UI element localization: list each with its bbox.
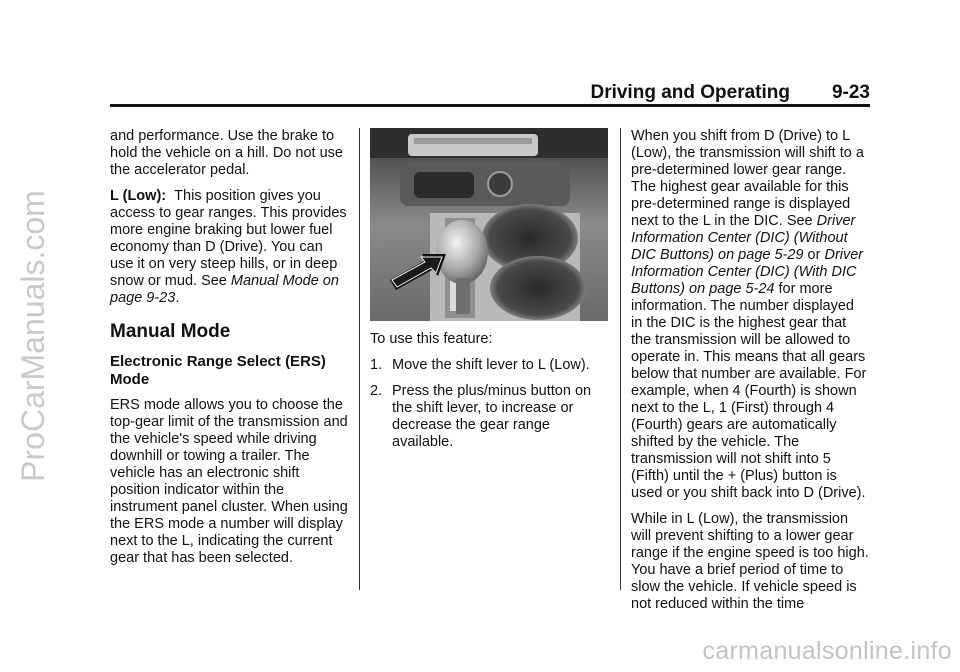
header-rule	[110, 104, 870, 107]
paragraph-low	[110, 188, 348, 307]
step-text: Press the plus/minus button on the shift lever, to increase or decrease the gear range available.	[392, 383, 592, 450]
side-watermark: ProCarManuals.com	[15, 190, 51, 482]
shift-lever-photo	[370, 128, 608, 321]
step-number: 2.	[370, 383, 383, 399]
section-heading: Manual Mode	[110, 321, 231, 342]
term-text: This position gives you access to gear ranges. This provides more engine braking but lower fuel economy than D (Drive). You can use it on very steep hills, or in deep snow or mud. See	[110, 188, 347, 289]
intro-text: To use this feature:	[370, 331, 493, 347]
column-right	[631, 128, 869, 622]
page-number: 9-23	[831, 82, 870, 103]
step-number: 1.	[370, 357, 383, 373]
step-text: Move the shift lever to L (Low).	[392, 357, 590, 373]
term-label: L (Low):	[110, 188, 167, 204]
column-divider	[359, 128, 360, 590]
cross-reference-link[interactable]: Manual Mode on page 9-23	[110, 273, 339, 306]
punctuation: .	[175, 290, 180, 306]
text: for more information. The number displayed in the DIC is the highest gear that the transmission will be allowed to operate in. This means that all gears below that number are available. For example, when 4 (Fourth) is shown next to the L, 1 (First) through 4 (Fourth) gears are automatically shifted by the vehicle. The transmission will not shift into 5 (Fifth) until the + (Plus) button is used or you shift back into D (Drive).	[631, 281, 867, 501]
list-item	[370, 357, 608, 374]
paragraph: ERS mode allows you to choose the top-gear limit of the transmission and the vehicle's speed while driving downhill or towing a trailer. The vehicle has an electronic shift position indicator within the instrument panel cluster. When using the ERS mode a number will display next to the L, indicating the current gear that has been selected.	[110, 397, 348, 566]
column-divider	[620, 128, 621, 590]
text: When you shift from D (Drive) to L (Low), the transmission will shift to a pre-determined lower gear range. The highest gear available for this pre-determined range is displayed next to the L in the DIC. See	[631, 128, 864, 229]
paragraph	[631, 128, 869, 502]
subsection-heading: Electronic Range Select (ERS) Mode	[110, 353, 326, 388]
page-header	[110, 82, 870, 104]
column-left	[110, 128, 348, 576]
section-title: Driving and Operating	[590, 82, 790, 103]
cross-reference-link[interactable]: Driver Information Center (DIC) (Without DIC Buttons) on page 5-29	[631, 213, 856, 263]
cross-reference-link[interactable]: Driver Information Center (DIC) (With DIC Buttons) on page 5-24	[631, 247, 864, 297]
steps-list	[370, 357, 608, 451]
column-middle	[370, 128, 608, 460]
paragraph: While in L (Low), the transmission will prevent shifting to a lower gear range if the engine speed is too high. You have a brief period of time to slow the vehicle. If vehicle speed is not reduced within the time	[631, 511, 869, 612]
text: or	[807, 247, 821, 263]
shift-lever-illustration	[370, 128, 608, 321]
list-item	[370, 383, 608, 451]
bottom-watermark: carmanualsonline.info	[702, 637, 952, 665]
paragraph: and performance. Use the brake to hold the vehicle on a hill. Do not use the accelerator pedal.	[110, 128, 343, 178]
